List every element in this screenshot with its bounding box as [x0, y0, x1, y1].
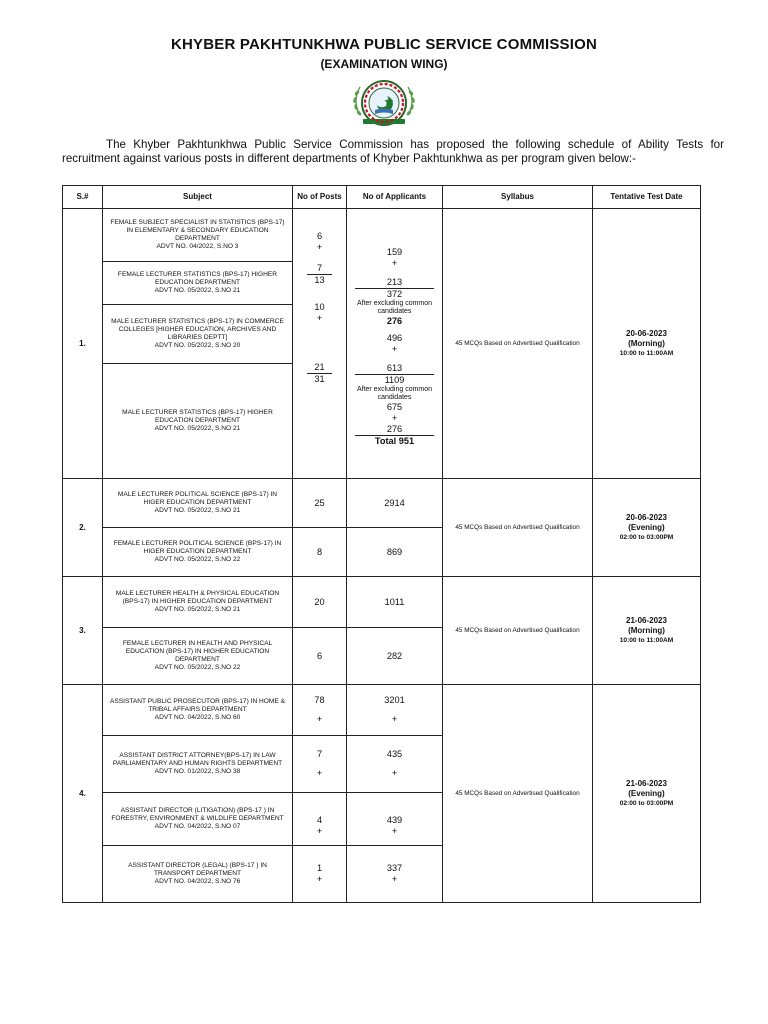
plus-sign: +	[316, 242, 323, 252]
applicants-cell: 2914	[347, 479, 443, 528]
table-row	[63, 479, 701, 528]
posts-value: 10	[314, 302, 325, 312]
applicants-cell	[347, 736, 443, 793]
subject-cell	[103, 846, 293, 903]
table-header-row	[63, 186, 701, 209]
applicants-value: 3201	[384, 695, 405, 705]
subject-cell	[103, 628, 293, 685]
applicants-value: 337	[386, 863, 403, 873]
applicants-cell: 282	[347, 628, 443, 685]
advt-number: ADVT NO. 01/2022, S.NO 38	[154, 768, 241, 775]
subject-cell	[103, 528, 293, 577]
table-row	[63, 209, 701, 262]
posts-cell	[293, 736, 347, 793]
advt-number: ADVT NO. 05/2022, S.NO 22	[154, 664, 241, 671]
applicants-subtotal: 1109	[384, 375, 405, 385]
test-session: (Morning)	[628, 338, 665, 348]
posts-subtotal: 31	[314, 374, 325, 384]
test-date: 21-06-2023	[626, 615, 667, 625]
header-syllabus: Syllabus	[443, 186, 593, 209]
header-test-date: Tentative Test Date	[593, 186, 701, 209]
posts-cell: 25	[293, 479, 347, 528]
posts-value: 7	[316, 749, 323, 759]
applicants-value: 435	[386, 749, 403, 759]
plus-sign: +	[391, 258, 398, 268]
applicants-cell	[347, 685, 443, 736]
plus-sign: +	[391, 768, 398, 778]
advt-number: ADVT NO. 04/2022, S.NO 07	[154, 823, 241, 830]
applicants-value: 159	[386, 247, 403, 257]
subject-title: FEMALE LECTURER POLITICAL SCIENCE (BPS-17) IN HIGER EDUCATION DEPARTMENT	[113, 540, 282, 555]
applicants-value: 496	[386, 333, 403, 343]
posts-value: 78	[314, 695, 325, 705]
plus-sign: +	[316, 874, 323, 884]
applicants-cell: 869	[347, 528, 443, 577]
test-date: 21-06-2023	[626, 778, 667, 788]
document-subtitle: (EXAMINATION WING)	[320, 57, 448, 71]
header-posts: No of Posts	[293, 186, 347, 209]
plus-sign: +	[316, 714, 323, 724]
exclusion-note: After excluding common candidates	[356, 300, 433, 315]
posts-cell: 20	[293, 577, 347, 628]
plus-sign: +	[316, 826, 323, 836]
test-date-cell	[593, 479, 701, 577]
advt-number: ADVT NO. 05/2022, S.NO 21	[154, 425, 241, 432]
subject-cell	[103, 577, 293, 628]
applicants-adjusted: 276	[386, 424, 403, 434]
document-title: KHYBER PAKHTUNKHWA PUBLIC SERVICE COMMISSION	[170, 36, 598, 53]
subject-title: MALE LECTURER STATISTICS (BPS-17) HIGHER EDUCATION DEPARTMENT	[122, 409, 273, 424]
test-time: 10:00 to 11:00AM	[619, 349, 674, 357]
test-time: 02:00 to 03:00PM	[619, 533, 674, 541]
serial-number: 1.	[63, 209, 103, 479]
syllabus-cell: 45 MCQs Based on Advertised Qualification	[443, 209, 593, 479]
posts-value: 7	[307, 263, 332, 275]
test-session: (Morning)	[628, 625, 665, 635]
posts-cell	[293, 793, 347, 846]
plus-sign: +	[391, 413, 398, 423]
posts-value: 21	[307, 362, 332, 374]
applicants-adjusted: 675	[386, 402, 403, 412]
advt-number: ADVT NO. 04/2022, S.NO 3	[156, 243, 239, 250]
subject-title: MALE LECTURER POLITICAL SCIENCE (BPS-17) IN HIGER EDUCATION DEPARTMENT	[117, 491, 278, 506]
plus-sign: +	[316, 313, 323, 323]
test-date-cell	[593, 209, 701, 479]
advt-number: ADVT NO. 05/2022, S.NO 20	[154, 342, 241, 349]
plus-sign: +	[391, 714, 398, 724]
serial-number: 4.	[63, 685, 103, 903]
syllabus-cell: 45 MCQs Based on Advertised Qualification	[443, 685, 593, 903]
subject-title: ASSISTANT DISTRICT ATTORNEY(BPS-17) IN LAW PARLIAMENTARY AND HUMAN RIGHTS DEPARTMENT	[112, 752, 283, 767]
applicants-cell: 1011	[347, 577, 443, 628]
advt-number: ADVT NO. 04/2022, S.NO 60	[154, 714, 241, 721]
subject-title: ASSISTANT DIRECTOR (LITIGATION) (BPS-17 ) IN FORESTRY, ENVIRONMENT & WILDLIFE DEPARTMENT	[111, 807, 284, 822]
test-date-cell	[593, 685, 701, 903]
test-session: (Evening)	[628, 788, 665, 798]
applicants-value: 439	[386, 815, 403, 825]
advt-number: ADVT NO. 05/2022, S.NO 21	[154, 287, 241, 294]
test-date: 20-06-2023	[626, 328, 667, 338]
serial-number: 2.	[63, 479, 103, 577]
applicants-cell	[347, 209, 443, 479]
subject-cell	[103, 209, 293, 262]
test-schedule-table	[62, 185, 701, 903]
subject-cell	[103, 262, 293, 305]
header-sn: S.#	[63, 186, 103, 209]
subject-title: FEMALE LECTURER STATISTICS (BPS-17) HIGHER EDUCATION DEPARTMENT	[117, 271, 278, 286]
syllabus-cell: 45 MCQs Based on Advertised Qualification	[443, 577, 593, 685]
posts-cell	[293, 846, 347, 903]
plus-sign: +	[391, 826, 398, 836]
applicants-value: 213	[355, 277, 434, 289]
plus-sign: +	[391, 874, 398, 884]
test-time: 02:00 to 03:00PM	[619, 799, 674, 807]
intro-paragraph	[62, 138, 724, 166]
applicants-adjusted: 276	[386, 316, 403, 326]
applicants-subtotal: 372	[386, 289, 403, 299]
posts-subtotal: 13	[314, 275, 325, 285]
table-row	[63, 577, 701, 628]
posts-value: 1	[316, 863, 323, 873]
posts-cell: 8	[293, 528, 347, 577]
applicants-total: Total 951	[355, 435, 434, 447]
posts-cell: 6	[293, 628, 347, 685]
posts-value: 6	[316, 231, 323, 241]
posts-value: 4	[316, 815, 323, 825]
test-date: 20-06-2023	[626, 512, 667, 522]
table-row	[63, 685, 701, 736]
plus-sign: +	[316, 768, 323, 778]
test-session: (Evening)	[628, 522, 665, 532]
subject-cell	[103, 305, 293, 364]
test-time: 10:00 to 11:00AM	[619, 636, 674, 644]
applicants-cell	[347, 846, 443, 903]
commission-seal-logo	[346, 75, 422, 135]
advt-number: ADVT NO. 05/2022, S.NO 22	[154, 556, 241, 563]
applicants-value: 613	[355, 363, 434, 375]
subject-title: FEMALE SUBJECT SPECIALIST IN STATISTICS (BPS-17) IN ELEMENTARY & SECONDARY EDUCATION DEPARTMENT	[110, 219, 285, 242]
subject-cell	[103, 736, 293, 793]
subject-title: FEMALE LECTURER IN HEALTH AND PHYSICAL EDUCATION (BPS-17) IN HIGHER EDUCATION DEPARTMENT	[122, 640, 273, 663]
header-applicants: No of Applicants	[347, 186, 443, 209]
exclusion-note: After excluding common candidates	[356, 386, 433, 401]
advt-number: ADVT NO. 05/2022, S.NO 21	[154, 507, 241, 514]
subject-title: ASSISTANT DIRECTOR (LEGAL) (BPS-17 ) IN TRANSPORT DEPARTMENT	[128, 862, 267, 877]
test-date-cell	[593, 577, 701, 685]
header-subject: Subject	[103, 186, 293, 209]
serial-number: 3.	[63, 577, 103, 685]
subject-cell	[103, 793, 293, 846]
advt-number: ADVT NO. 04/2022, S.NO 76	[154, 878, 241, 885]
subject-title: MALE LECTURER STATISTICS (BPS-17) IN COMMERCE COLLEGES [HIGHER EDUCATION, ARCHIVES AND LIBRARIES DEPTT]	[111, 318, 284, 341]
subject-title: MALE LECTURER HEALTH & PHYSICAL EDUCATION (BPS-17) IN HIGHER EDUCATION DEPARTMENT	[115, 590, 280, 605]
posts-cell	[293, 209, 347, 479]
intro-text: The Khyber Pakhtunkhwa Public Service Commission has proposed the following schedule of Ability Tests for recruitment against various posts in different departments of Khyber Pakhtunkhwa as per program given below:-	[62, 138, 724, 165]
plus-sign: +	[391, 344, 398, 354]
advt-number: ADVT NO. 05/2022, S.NO 21	[154, 606, 241, 613]
subject-cell	[103, 364, 293, 479]
subject-cell	[103, 685, 293, 736]
posts-cell	[293, 685, 347, 736]
subject-cell	[103, 479, 293, 528]
syllabus-cell: 45 MCQs Based on Advertised Qualification	[443, 479, 593, 577]
subject-title: ASSISTANT PUBLIC PROSECUTOR (BPS-17) IN HOME & TRIBAL AFFAIRS DEPARTMENT	[109, 698, 286, 713]
applicants-cell	[347, 793, 443, 846]
